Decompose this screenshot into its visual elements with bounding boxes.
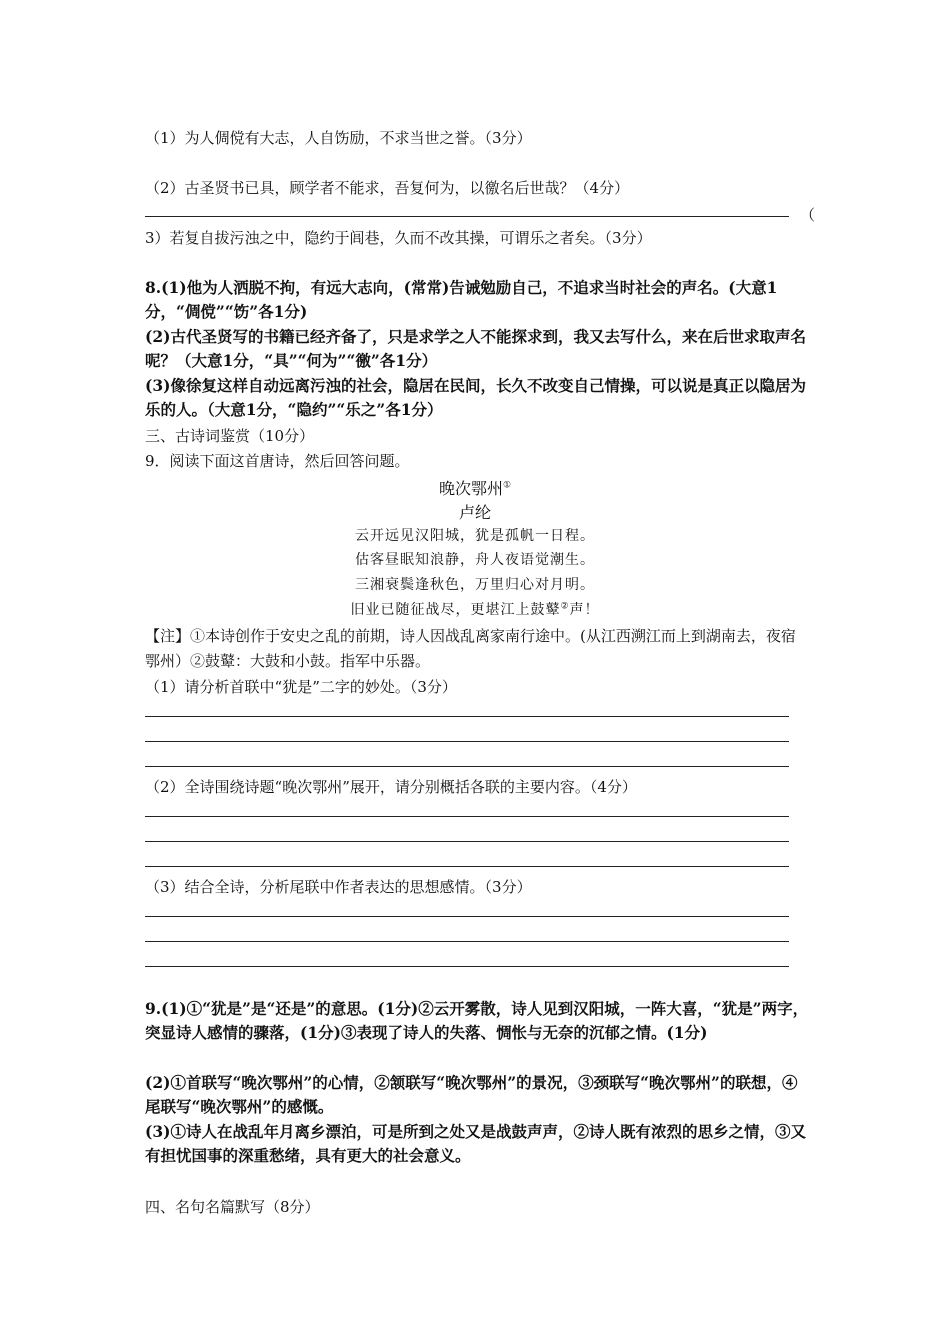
poem-line-4-note-mark: ② [560,601,570,612]
answer-line [145,916,789,917]
q8-sentence-3: 3）若复自拔污浊之中，隐约于闾巷，久而不改其操，可谓乐之者矣。（3分） [145,229,652,247]
poem-title: 晚次鄂州① [438,479,512,498]
poem-line-4: 旧业已随征战尽，更堪江上鼓鼙②声！ [350,601,600,618]
answer-8-part-3: (3)像徐复这样自动远离污浊的社会，隐居在民间，长久不改变自己情操，可以说是真正以隐居为乐的人。（大意1分，“隐约”“乐之”各1分） [145,376,806,419]
answer-9-part-2: (2)①首联写“晚次鄂州”的心情，②颔联写“晚次鄂州”的景况，③颈联写“晚次鄂州”的联想，④尾联写“晚次鄂州”的感慨。 [145,1073,798,1116]
answer-line [145,841,789,842]
poem-title-note-mark: ① [502,480,512,491]
answer-line [145,941,789,942]
poem-line-3: 三湘衰鬓逢秋色，万里归心对月明。 [355,577,595,593]
section-3-heading: 三、古诗词鉴赏（10分） [145,427,315,445]
answer-line [145,716,789,717]
poem-author: 卢纶 [458,503,491,522]
section-4-heading: 四、名句名篇默写（8分） [145,1198,320,1216]
answer-line [145,966,789,967]
q8-sentence-3-paren: （ [800,206,816,224]
answer-9-part-1: 9.(1)①“犹是”是“还是”的意思。(1分)②云开雾散，诗人见到汉阳城，一阵大喜，“犹是”两字，突显诗人感情的骤落，(1分)③表现了诗人的失落、惆怅与无奈的沉郁之情。(1分) [145,999,809,1042]
poem-line-1: 云开远见汉阳城，犹是孤帆一日程。 [355,528,595,544]
q9-sub-1: （1）请分析首联中“犹是”二字的妙处。（3分） [145,678,457,696]
q8-sentence-1: （1）为人倜傥有大志，人自饬励，不求当世之誉。（3分） [145,129,532,147]
poem-line-2: 估客昼眠知浪静，舟人夜语觉潮生。 [355,552,595,568]
answer-line [145,216,789,217]
answer-line [145,866,789,867]
q8-sentence-2: （2）古圣贤书已具，顾学者不能求，吾复何为，以徼名后世哉？（4分） [145,179,630,197]
poem-note: 【注】①本诗创作于安史之乱的前期，诗人因战乱离家南行途中。(从江西溯江而上到湖南去，夜宿鄂州）②鼓鼙：大鼓和小鼓。指军中乐器。 [145,627,796,670]
answer-8-part-2: (2)古代圣贤写的书籍已经齐备了，只是求学之人不能探求到，我又去写什么，来在后世求取声名呢？（大意1分，“具”“何为”“徼”各1分） [145,327,806,370]
answer-line [145,766,789,767]
answer-line [145,741,789,742]
answer-9-part-3: (3)①诗人在战乱年月离乡漂泊，可是所到之处又是战鼓声声，②诗人既有浓烈的思乡之情，③又有担忧国事的深重愁绪，具有更大的社会意义。 [145,1122,806,1165]
q9-intro: 9．阅读下面这首唐诗，然后回答问题。 [145,452,410,470]
answer-line [145,816,789,817]
answer-8-part-1: 8.(1)他为人洒脱不拘，有远大志向，(常常)告诫勉励自己，不追求当时社会的声名。(大意1分，“倜傥”“饬”各1分) [145,278,778,321]
q9-sub-2: （2）全诗围绕诗题“晚次鄂州”展开，请分别概括各联的主要内容。（4分） [145,778,637,796]
q9-sub-3: （3）结合全诗，分析尾联中作者表达的思想感情。（3分） [145,878,532,896]
